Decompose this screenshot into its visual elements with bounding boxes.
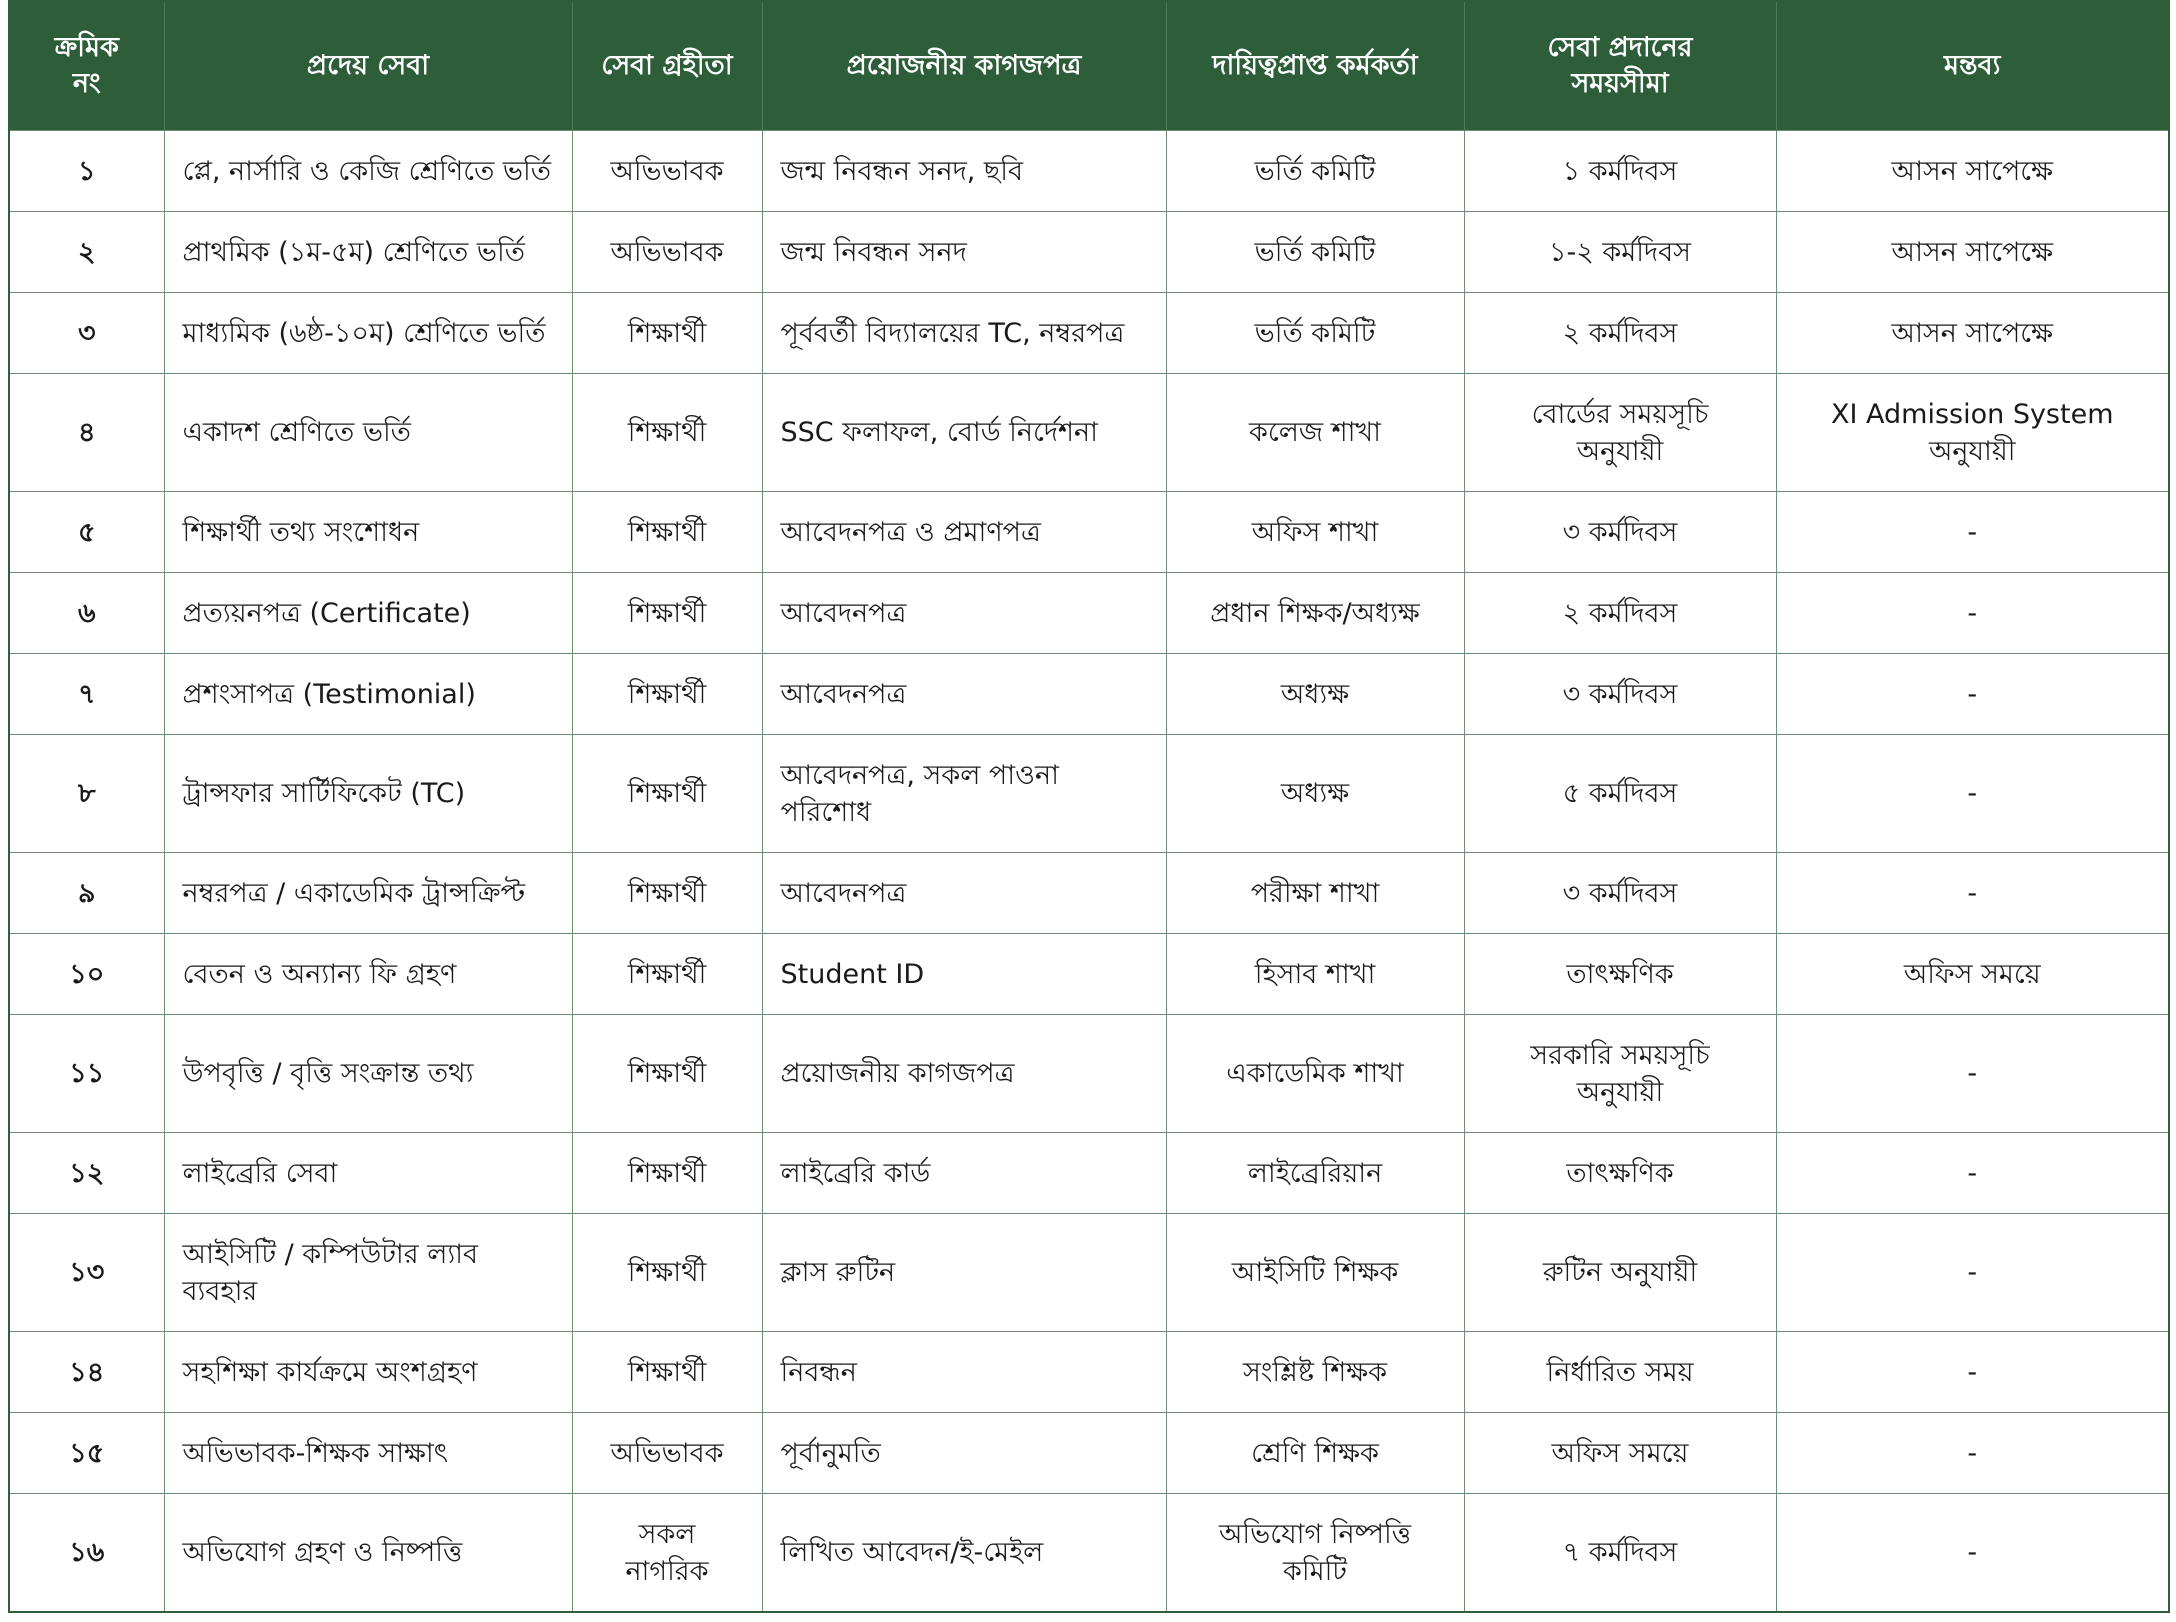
cell-recipient: শিক্ষার্থী: [572, 573, 762, 654]
header-remarks: মন্তব্য: [1776, 1, 2169, 131]
header-row: [9, 1, 2169, 131]
cell-serial-no: ১০: [9, 934, 164, 1015]
table-row: [9, 212, 2169, 293]
cell-required-docs: আবেদনপত্র, সকল পাওনা পরিশোধ: [762, 735, 1166, 853]
cell-required-docs: লাইব্রেরি কার্ড: [762, 1133, 1166, 1214]
table-row: [9, 374, 2169, 492]
cell-serial-no: ৪: [9, 374, 164, 492]
cell-service: ট্রান্সফার সার্টিফিকেট (TC): [164, 735, 572, 853]
cell-serial-no: ১২: [9, 1133, 164, 1214]
cell-recipient: শিক্ষার্থী: [572, 853, 762, 934]
cell-recipient: শিক্ষার্থী: [572, 735, 762, 853]
cell-recipient: শিক্ষার্থী: [572, 934, 762, 1015]
cell-time-limit: ১ কর্মদিবস: [1464, 131, 1776, 212]
cell-required-docs: জন্ম নিবন্ধন সনদ, ছবি: [762, 131, 1166, 212]
table-row: [9, 1214, 2169, 1332]
cell-responsible-officer: পরীক্ষা শাখা: [1166, 853, 1464, 934]
cell-responsible-officer: একাডেমিক শাখা: [1166, 1015, 1464, 1133]
cell-time-limit: অফিস সময়ে: [1464, 1413, 1776, 1494]
cell-time-limit: নির্ধারিত সময়: [1464, 1332, 1776, 1413]
cell-serial-no: ৬: [9, 573, 164, 654]
cell-time-limit: ৭ কর্মদিবস: [1464, 1494, 1776, 1613]
table-row: [9, 1494, 2169, 1613]
cell-responsible-officer: অফিস শাখা: [1166, 492, 1464, 573]
cell-service: লাইব্রেরি সেবা: [164, 1133, 572, 1214]
cell-required-docs: SSC ফলাফল, বোর্ড নির্দেশনা: [762, 374, 1166, 492]
header-recipient: সেবা গ্রহীতা: [572, 1, 762, 131]
cell-remarks: অফিস সময়ে: [1776, 934, 2169, 1015]
cell-serial-no: ৮: [9, 735, 164, 853]
table-header: [9, 1, 2169, 131]
cell-time-limit: ৩ কর্মদিবস: [1464, 492, 1776, 573]
cell-responsible-officer: ভর্তি কমিটি: [1166, 131, 1464, 212]
cell-required-docs: আবেদনপত্র: [762, 573, 1166, 654]
cell-service: প্লে, নার্সারি ও কেজি শ্রেণিতে ভর্তি: [164, 131, 572, 212]
cell-remarks: -: [1776, 573, 2169, 654]
cell-responsible-officer: কলেজ শাখা: [1166, 374, 1464, 492]
cell-recipient: শিক্ষার্থী: [572, 293, 762, 374]
cell-responsible-officer: প্রধান শিক্ষক/অধ্যক্ষ: [1166, 573, 1464, 654]
cell-time-limit: বোর্ডের সময়সূচি অনুযায়ী: [1464, 374, 1776, 492]
cell-serial-no: ১৪: [9, 1332, 164, 1413]
cell-serial-no: ৫: [9, 492, 164, 573]
cell-serial-no: ১৫: [9, 1413, 164, 1494]
header-responsible-officer: দায়িত্বপ্রাপ্ত কর্মকর্তা: [1166, 1, 1464, 131]
cell-service: অভিভাবক-শিক্ষক সাক্ষাৎ: [164, 1413, 572, 1494]
cell-remarks: -: [1776, 1413, 2169, 1494]
cell-remarks: আসন সাপেক্ষে: [1776, 293, 2169, 374]
cell-serial-no: ৩: [9, 293, 164, 374]
cell-time-limit: তাৎক্ষণিক: [1464, 934, 1776, 1015]
cell-remarks: -: [1776, 1494, 2169, 1613]
cell-time-limit: ১-২ কর্মদিবস: [1464, 212, 1776, 293]
table-row: [9, 293, 2169, 374]
cell-service: আইসিটি / কম্পিউটার ল্যাব ব্যবহার: [164, 1214, 572, 1332]
cell-remarks: -: [1776, 1214, 2169, 1332]
cell-recipient: অভিভাবক: [572, 212, 762, 293]
cell-remarks: -: [1776, 735, 2169, 853]
cell-responsible-officer: আইসিটি শিক্ষক: [1166, 1214, 1464, 1332]
header-time-limit: সেবা প্রদানের সময়সীমা: [1464, 1, 1776, 131]
cell-remarks: -: [1776, 1332, 2169, 1413]
cell-required-docs: ক্লাস রুটিন: [762, 1214, 1166, 1332]
cell-serial-no: ৭: [9, 654, 164, 735]
cell-remarks: XI Admission System অনুযায়ী: [1776, 374, 2169, 492]
cell-service: প্রাথমিক (১ম-৫ম) শ্রেণিতে ভর্তি: [164, 212, 572, 293]
table-row: [9, 1133, 2169, 1214]
table-row: [9, 131, 2169, 212]
cell-serial-no: ১১: [9, 1015, 164, 1133]
table-row: [9, 1015, 2169, 1133]
cell-time-limit: ৫ কর্মদিবস: [1464, 735, 1776, 853]
cell-serial-no: ১৬: [9, 1494, 164, 1613]
cell-recipient: শিক্ষার্থী: [572, 1214, 762, 1332]
cell-recipient: শিক্ষার্থী: [572, 492, 762, 573]
cell-responsible-officer: লাইব্রেরিয়ান: [1166, 1133, 1464, 1214]
cell-responsible-officer: অভিযোগ নিষ্পত্তি কমিটি: [1166, 1494, 1464, 1613]
cell-remarks: -: [1776, 1133, 2169, 1214]
cell-responsible-officer: হিসাব শাখা: [1166, 934, 1464, 1015]
cell-time-limit: ২ কর্মদিবস: [1464, 573, 1776, 654]
cell-remarks: আসন সাপেক্ষে: [1776, 212, 2169, 293]
cell-remarks: -: [1776, 1015, 2169, 1133]
cell-required-docs: আবেদনপত্র: [762, 853, 1166, 934]
cell-service: প্রশংসাপত্র (Testimonial): [164, 654, 572, 735]
table-row: [9, 1332, 2169, 1413]
cell-responsible-officer: সংশ্লিষ্ট শিক্ষক: [1166, 1332, 1464, 1413]
cell-required-docs: আবেদনপত্র ও প্রমাণপত্র: [762, 492, 1166, 573]
cell-service: নম্বরপত্র / একাডেমিক ট্রান্সক্রিপ্ট: [164, 853, 572, 934]
header-required-docs: প্রয়োজনীয় কাগজপত্র: [762, 1, 1166, 131]
cell-time-limit: ৩ কর্মদিবস: [1464, 853, 1776, 934]
cell-recipient: শিক্ষার্থী: [572, 1015, 762, 1133]
cell-remarks: -: [1776, 492, 2169, 573]
cell-remarks: আসন সাপেক্ষে: [1776, 131, 2169, 212]
cell-remarks: -: [1776, 853, 2169, 934]
cell-service: প্রত্যয়নপত্র (Certificate): [164, 573, 572, 654]
cell-recipient: সকল নাগরিক: [572, 1494, 762, 1613]
cell-responsible-officer: ভর্তি কমিটি: [1166, 293, 1464, 374]
cell-required-docs: পূর্বানুমতি: [762, 1413, 1166, 1494]
cell-recipient: শিক্ষার্থী: [572, 374, 762, 492]
cell-required-docs: প্রয়োজনীয় কাগজপত্র: [762, 1015, 1166, 1133]
cell-service: শিক্ষার্থী তথ্য সংশোধন: [164, 492, 572, 573]
cell-service: উপবৃত্তি / বৃত্তি সংক্রান্ত তথ্য: [164, 1015, 572, 1133]
table-row: [9, 654, 2169, 735]
table-row: [9, 1413, 2169, 1494]
cell-required-docs: আবেদনপত্র: [762, 654, 1166, 735]
cell-recipient: শিক্ষার্থী: [572, 1133, 762, 1214]
cell-service: অভিযোগ গ্রহণ ও নিষ্পত্তি: [164, 1494, 572, 1613]
table-row: [9, 573, 2169, 654]
cell-time-limit: ৩ কর্মদিবস: [1464, 654, 1776, 735]
table-row: [9, 934, 2169, 1015]
cell-required-docs: নিবন্ধন: [762, 1332, 1166, 1413]
cell-service: বেতন ও অন্যান্য ফি গ্রহণ: [164, 934, 572, 1015]
header-service: প্রদেয় সেবা: [164, 1, 572, 131]
cell-recipient: অভিভাবক: [572, 131, 762, 212]
table-row: [9, 853, 2169, 934]
cell-service: মাধ্যমিক (৬ষ্ঠ-১০ম) শ্রেণিতে ভর্তি: [164, 293, 572, 374]
citizen-charter-sheet: [8, 0, 2168, 1613]
cell-time-limit: রুটিন অনুযায়ী: [1464, 1214, 1776, 1332]
header-serial-no: ক্রমিক নং: [9, 1, 164, 131]
cell-serial-no: ২: [9, 212, 164, 293]
cell-responsible-officer: অধ্যক্ষ: [1166, 735, 1464, 853]
cell-responsible-officer: অধ্যক্ষ: [1166, 654, 1464, 735]
cell-required-docs: লিখিত আবেদন/ই-মেইল: [762, 1494, 1166, 1613]
cell-recipient: শিক্ষার্থী: [572, 1332, 762, 1413]
cell-serial-no: ৯: [9, 853, 164, 934]
cell-time-limit: ২ কর্মদিবস: [1464, 293, 1776, 374]
cell-time-limit: তাৎক্ষণিক: [1464, 1133, 1776, 1214]
cell-responsible-officer: ভর্তি কমিটি: [1166, 212, 1464, 293]
cell-serial-no: ১৩: [9, 1214, 164, 1332]
table-row: [9, 735, 2169, 853]
cell-recipient: শিক্ষার্থী: [572, 654, 762, 735]
cell-required-docs: পূর্ববর্তী বিদ্যালয়ের TC, নম্বরপত্র: [762, 293, 1166, 374]
cell-required-docs: Student ID: [762, 934, 1166, 1015]
cell-responsible-officer: শ্রেণি শিক্ষক: [1166, 1413, 1464, 1494]
service-table: [8, 0, 2170, 1613]
cell-service: একাদশ শ্রেণিতে ভর্তি: [164, 374, 572, 492]
table-body: [9, 131, 2169, 1613]
cell-recipient: অভিভাবক: [572, 1413, 762, 1494]
cell-service: সহশিক্ষা কার্যক্রমে অংশগ্রহণ: [164, 1332, 572, 1413]
table-row: [9, 492, 2169, 573]
cell-serial-no: ১: [9, 131, 164, 212]
cell-time-limit: সরকারি সময়সূচি অনুযায়ী: [1464, 1015, 1776, 1133]
cell-remarks: -: [1776, 654, 2169, 735]
cell-required-docs: জন্ম নিবন্ধন সনদ: [762, 212, 1166, 293]
